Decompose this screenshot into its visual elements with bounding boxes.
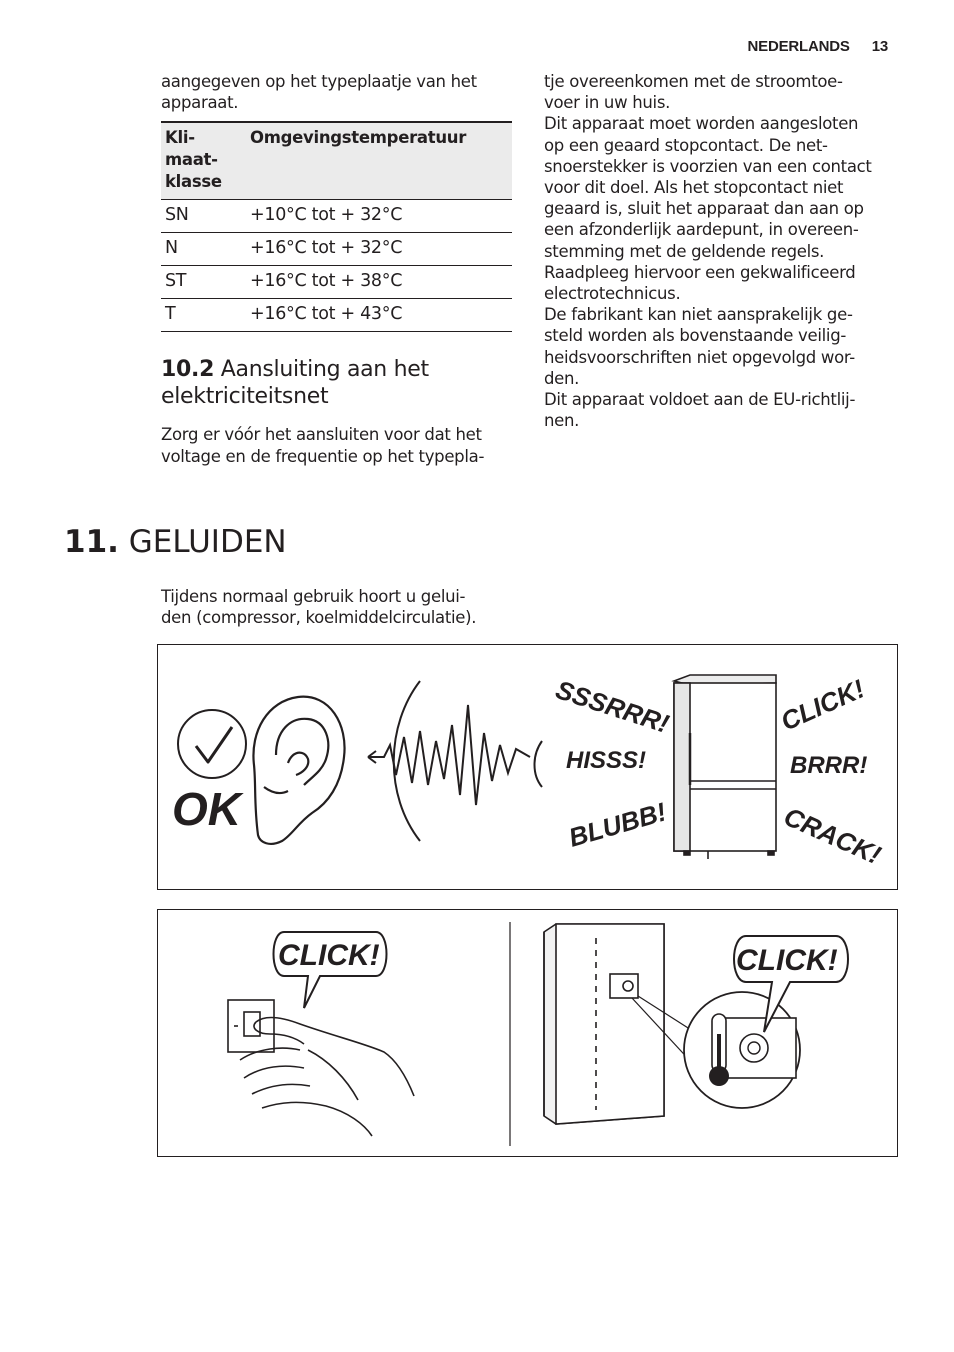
subsection-text: Zorg er vóór het aansluiten voor dat het voltage en de frequentie op het typepla- xyxy=(161,425,485,466)
table-header-omgevingstemperatuur: Omgevingstemperatuur xyxy=(246,122,512,200)
table-cell-class: SN xyxy=(161,200,246,233)
text-line: een afzonderlijk aardepunt, in overeen- xyxy=(544,220,859,240)
intro-line: den (compressor, koelmiddelcirculatie). xyxy=(161,608,477,628)
click-label-left: CLICK! xyxy=(278,939,380,972)
table-cell-temperature: +16°C tot + 43°C xyxy=(246,299,512,332)
text-line: De fabrikant kan niet aansprakelijk ge- xyxy=(544,305,853,325)
table-row xyxy=(161,233,512,266)
text-line: heidsvoorschriften niet opgevolgd wor- xyxy=(544,347,855,367)
sounds-illustration-svg xyxy=(158,645,896,888)
header-line: klasse xyxy=(165,172,222,192)
text-line: geaard is, sluit het apparaat dan aan op xyxy=(544,199,864,219)
text-line: stemming met de geldende regels. xyxy=(544,241,825,261)
text-line: tje overeenkomen met de stroomtoe- xyxy=(544,72,843,91)
table-cell-class: N xyxy=(161,233,246,266)
click-illustration-svg xyxy=(158,910,896,1155)
freezer-icon xyxy=(544,924,664,1124)
header-line: maat- xyxy=(165,150,218,170)
subsection-heading xyxy=(161,356,513,410)
sound-click: CLICK! xyxy=(776,673,869,737)
subsection-title: Aansluiting aan het elektriciteitsnet xyxy=(161,357,429,410)
left-column xyxy=(161,71,513,467)
text-line: Dit apparaat moet worden aangesloten xyxy=(544,114,859,134)
ok-label: OK xyxy=(172,783,241,835)
thermostat-detail xyxy=(684,992,800,1108)
table-cell-temperature: +16°C tot + 32°C xyxy=(246,233,512,266)
sound-crack: CRACK! xyxy=(779,801,886,871)
text-line: steld worden als bovenstaande veilig- xyxy=(544,326,847,346)
click-label-right: CLICK! xyxy=(736,944,838,977)
right-column xyxy=(544,71,894,431)
text-line: snoerstekker is voorzien van een contact xyxy=(544,156,872,176)
light-switch-icon xyxy=(228,1000,274,1052)
sound-hisss: HISSS! xyxy=(566,747,647,774)
table-row xyxy=(161,200,512,233)
section-number: 11. xyxy=(64,524,119,560)
text-line: op een geaard stopcontact. De net- xyxy=(544,135,828,155)
table-cell-class: ST xyxy=(161,266,246,299)
left-intro-text: aangegeven op het typeplaatje van het apparaat. xyxy=(161,72,477,113)
text-line: den. xyxy=(544,368,580,388)
text-line: voor dit doel. Als het stopcontact niet xyxy=(544,178,844,198)
speech-bubble-left xyxy=(274,932,387,1008)
sound-brrr: BRRR! xyxy=(790,752,868,779)
page-number: 13 xyxy=(871,38,888,55)
click-illustration xyxy=(157,909,898,1157)
ear-icon xyxy=(253,697,344,844)
section-title xyxy=(64,524,287,560)
table-row xyxy=(161,299,512,332)
page-header xyxy=(748,38,888,55)
table-row xyxy=(161,266,512,299)
climate-class-table xyxy=(161,121,512,332)
intro-line: Tijdens normaal gebruik hoort u gelui- xyxy=(161,587,466,606)
check-circle-icon xyxy=(178,710,246,778)
section-intro xyxy=(161,586,513,628)
table-header-klimaatklasse xyxy=(161,122,246,200)
sound-blubb: BLUBB! xyxy=(565,796,670,853)
text-line: voer in uw huis. xyxy=(544,93,671,113)
sounds-illustration xyxy=(157,644,898,890)
table-header-row xyxy=(161,122,512,200)
header-line: Kli- xyxy=(165,128,195,148)
text-line: electrotechnicus. xyxy=(544,284,681,304)
text-line: Dit apparaat voldoet aan de EU-richtlij- xyxy=(544,390,856,410)
subsection-number: 10.2 xyxy=(161,357,215,383)
table-cell-class: T xyxy=(161,299,246,332)
fridge-icon xyxy=(674,675,776,859)
section-title-text: GELUIDEN xyxy=(128,524,287,560)
text-line: Raadpleeg hiervoor een gekwalificeerd xyxy=(544,262,856,282)
sound-wave-icon xyxy=(368,681,542,841)
table-cell-temperature: +16°C tot + 38°C xyxy=(246,266,512,299)
table-cell-temperature: +10°C tot + 32°C xyxy=(246,200,512,233)
thermometer-icon xyxy=(709,1014,729,1086)
sound-sssrrr: SSSRRR! xyxy=(552,674,673,739)
text-line: nen. xyxy=(544,411,580,431)
header-language: NEDERLANDS xyxy=(747,38,850,55)
